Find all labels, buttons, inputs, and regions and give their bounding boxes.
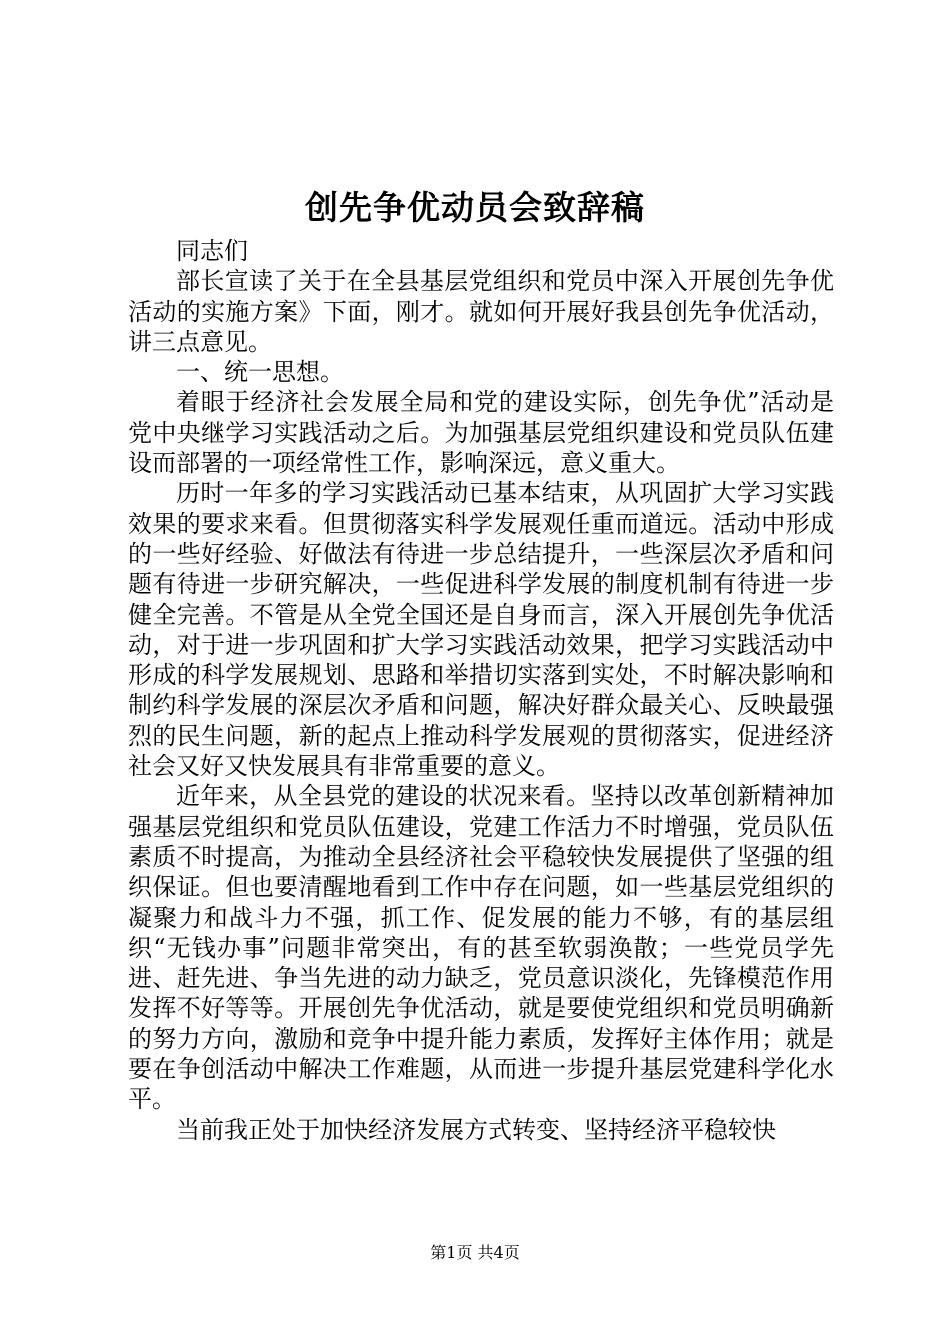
page-footer: 第1页 共4页: [430, 1243, 520, 1262]
section-heading: 一、统一思想。: [176, 358, 344, 387]
salutation: 同志们: [176, 237, 248, 265]
paragraph: 历时一年多的学习实践活动已基本结束，从巩固扩大学习实践效果的要求来看。但贯彻落实科学发展观任重而道远。活动中形成的一些好经验、好做法有待进一步总结提升，一些深层次矛盾和问题有待进一步研究解决，一些促进科学发展的制度机制有待进一步健全完善。不管是从全党全国还是自身而言，深入开展创先争优活动，对于进一步巩固和扩大学习实践活动效果，把学习实践活动中形成的科学发展规划、思路和举措切实落到实处，不时解决影响和制约科学发展的深层次矛盾和问题，解决好群众最关心、反映最强烈的民生问题，新的起点上推动科学发展观的贯彻落实，促进经济社会又好又快发展具有非常重要的意义。: [128, 479, 834, 781]
paragraph: 部长宣读了关于在全县基层党组织和党员中深入开展创先争优活动的实施方案》下面，刚才。就如何开展好我县创先争优活动，讲三点意见。: [128, 267, 834, 356]
document-body: [128, 236, 834, 1145]
paragraph: 当前我正处于加快经济发展方式转变、坚持经济平稳较快: [176, 1115, 776, 1144]
paragraph: 着眼于经济社会发展全局和党的建设实际，创先争优”活动是党中央继学习实践活动之后。为加强基层党组织建设和党员队伍建设而部署的一项经常性工作，影响深远，意义重大。: [128, 388, 834, 478]
paragraph: 近年来，从全县党的建设的状况来看。坚持以改革创新精神加强基层党组织和党员队伍建设，党建工作活力不时增强，党员队伍素质不时提高，为推动全县经济社会平稳较快发展提供了坚强的组织保证。但也要清醒地看到工作中存在问题，如一些基层党组织的凝聚力和战斗力不强，抓工作、促发展的能力不够，有的基层组织“无钱办事”问题非常突出，有的甚至软弱涣散；一些党员学先进、赶先进、争当先进的动力缺乏，党员意识淡化，先锋模范作用发挥不好等等。开展创先争优活动，就是要使党组织和党员明确新的努力方向，激励和竞争中提升能力素质，发挥好主体作用；就是要在争创活动中解决工作难题，从而进一步提升基层党建科学化水平。: [128, 782, 834, 1114]
document-title: 创先争优动员会致辞稿: [305, 188, 645, 227]
